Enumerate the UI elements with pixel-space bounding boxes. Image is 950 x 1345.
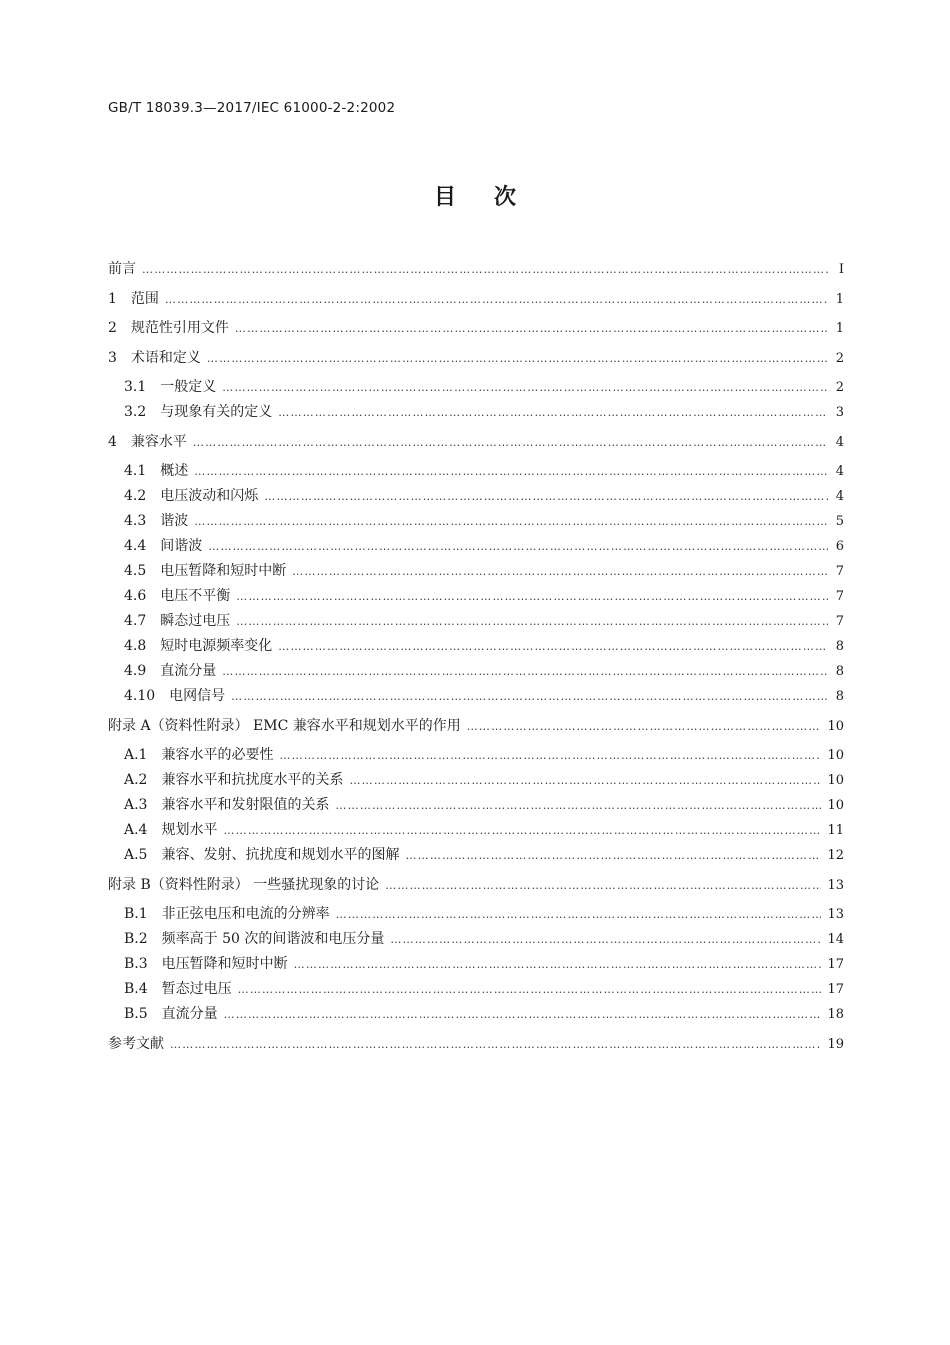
toc-entry[interactable]	[108, 431, 844, 453]
toc-leader-dots	[292, 565, 828, 578]
toc-leader-dots	[236, 590, 828, 603]
toc-entry-page: 1	[835, 292, 844, 307]
toc-entry-label	[108, 685, 225, 705]
toc-entry-page: 12	[827, 848, 844, 863]
toc-entry-label	[108, 560, 286, 580]
toc-entry-page: 10	[827, 773, 844, 788]
toc-leader-dots	[405, 849, 821, 862]
toc-entry-number: 4	[108, 434, 117, 450]
toc-entry-title: 附录 B（资料性附录） 一些骚扰现象的讨论	[108, 877, 380, 893]
toc-entry-label	[108, 258, 136, 278]
toc-entry-number: B.3	[124, 956, 148, 972]
toc-entry-number: 4.1	[124, 463, 147, 479]
toc-leader-dots	[193, 436, 828, 449]
toc-entry-page: 13	[827, 878, 844, 893]
toc-leader-dots	[142, 263, 828, 276]
toc-entry[interactable]	[108, 376, 844, 398]
toc-entry[interactable]	[108, 794, 844, 816]
toc-entry-label	[108, 978, 232, 998]
toc-entry[interactable]	[108, 635, 844, 657]
toc-entry-label	[108, 347, 201, 367]
toc-entry-label	[108, 610, 230, 630]
toc-entry-title: 电压波动和闪烁	[160, 488, 259, 504]
toc-entry[interactable]	[108, 903, 844, 925]
toc-leader-dots	[390, 933, 821, 946]
toc-entry-page: 4	[835, 464, 844, 479]
toc-entry-number: 4.10	[124, 688, 156, 704]
toc-entry[interactable]	[108, 953, 844, 975]
toc-entry-page: 6	[835, 539, 844, 554]
toc-entry[interactable]	[108, 585, 844, 607]
toc-entry[interactable]	[108, 485, 844, 507]
toc-entry-label	[108, 635, 272, 655]
toc-entry-page: 10	[827, 719, 844, 734]
toc-entry[interactable]	[108, 660, 844, 682]
toc-entry-label	[108, 485, 258, 505]
toc-entry-title: 谐波	[160, 513, 189, 529]
toc-entry-number: B.4	[124, 981, 148, 997]
toc-entry-number: 1	[108, 291, 117, 307]
toc-leader-dots	[208, 540, 828, 553]
toc-entry[interactable]	[108, 317, 844, 339]
toc-entry-title: 附录 A（资料性附录） EMC 兼容水平和规划水平的作用	[108, 718, 461, 734]
toc-entry-label	[108, 535, 202, 555]
toc-entry[interactable]	[108, 258, 844, 280]
toc-entry[interactable]	[108, 610, 844, 632]
toc-entry-title: 兼容水平和发射限值的关系	[161, 797, 330, 813]
toc-entry-number: 4.4	[124, 538, 147, 554]
toc-leader-dots	[236, 615, 828, 628]
toc-leader-dots	[231, 690, 828, 703]
toc-leader-dots	[238, 983, 822, 996]
toc-entry-page: 14	[827, 932, 844, 947]
toc-leader-dots	[467, 720, 822, 733]
toc-entry-number: 4.5	[124, 563, 147, 579]
toc-leader-dots	[194, 465, 828, 478]
toc-entry-number: A.1	[124, 747, 148, 763]
toc-entry-page: 1	[835, 321, 844, 336]
toc-entry-title: 非正弦电压和电流的分辨率	[161, 906, 330, 922]
toc-entry-number: A.4	[124, 822, 148, 838]
toc-entry[interactable]	[108, 819, 844, 841]
toc-entry-title: 参考文献	[108, 1036, 164, 1052]
toc-entry-number: B.2	[124, 931, 148, 947]
toc-leader-dots	[222, 665, 828, 678]
toc-entry-page: 8	[835, 639, 844, 654]
toc-entry-title: 直流分量	[160, 663, 217, 679]
toc-entry-number: 3.2	[124, 404, 147, 420]
toc-entry-label	[108, 844, 399, 864]
toc-entry-label	[108, 874, 379, 894]
toc-leader-dots	[264, 490, 828, 503]
toc-leader-dots	[224, 1008, 822, 1021]
toc-entry-title: 兼容水平	[130, 434, 187, 450]
toc-entry-label	[108, 928, 384, 948]
toc-leader-dots	[223, 824, 821, 837]
toc-entry[interactable]	[108, 288, 844, 310]
toc-entry-number: 4.8	[124, 638, 147, 654]
toc-entry-label	[108, 819, 217, 839]
toc-entry[interactable]	[108, 978, 844, 1000]
toc-entry-title: 直流分量	[161, 1006, 218, 1022]
toc-entry[interactable]	[108, 535, 844, 557]
toc-entry-page: 11	[827, 823, 844, 838]
toc-leader-dots	[170, 1038, 821, 1051]
toc-entry[interactable]	[108, 744, 844, 766]
toc-entry-label	[108, 1033, 164, 1053]
toc-entry-label	[108, 769, 343, 789]
toc-entry-page: 8	[835, 664, 844, 679]
toc-entry[interactable]	[108, 769, 844, 791]
toc-entry[interactable]	[108, 874, 844, 896]
toc-entry-page: 4	[835, 435, 844, 450]
toc-entry-label	[108, 1003, 218, 1023]
toc-entry-title: 规划水平	[161, 822, 218, 838]
toc-entry-page: 2	[835, 351, 844, 366]
toc-entry-number: A.3	[124, 797, 148, 813]
toc-entry[interactable]	[108, 715, 844, 737]
toc-entry-title: 范围	[130, 291, 159, 307]
toc-entry-title: 电压暂降和短时中断	[160, 563, 287, 579]
toc-entry-label	[108, 794, 329, 814]
toc-entry-number: 4.7	[124, 613, 147, 629]
toc-entry-title: 短时电源频率变化	[160, 638, 273, 654]
toc-leader-dots	[385, 879, 821, 892]
toc-entry-title: 电压不平衡	[160, 588, 231, 604]
toc-entry[interactable]	[108, 510, 844, 532]
toc-leader-dots	[349, 774, 821, 787]
toc-entry-page: 4	[835, 489, 844, 504]
toc-entry-page: 17	[827, 957, 844, 972]
toc-entry-number: A.2	[124, 772, 148, 788]
toc-leader-dots	[279, 749, 821, 762]
toc-entry-title: 兼容水平的必要性	[161, 747, 274, 763]
toc-entry-page: Ⅰ	[838, 262, 844, 277]
toc-entry-number: 3	[108, 350, 117, 366]
toc-leader-dots	[278, 640, 828, 653]
toc-entry[interactable]	[108, 1003, 844, 1025]
toc-entry-label	[108, 376, 216, 396]
toc-entry-number: B.1	[124, 906, 148, 922]
toc-entry-label	[108, 460, 188, 480]
toc-entry-page: 10	[827, 798, 844, 813]
toc-entry-page: 10	[827, 748, 844, 763]
toc-entry-page: 19	[827, 1037, 844, 1052]
toc-leader-dots	[207, 352, 828, 365]
toc-entry-label	[108, 317, 229, 337]
document-code-header: GB/T 18039.3—2017/IEC 61000-2-2:2002	[108, 100, 396, 116]
toc-entry[interactable]	[108, 560, 844, 582]
toc-leader-dots	[235, 322, 828, 335]
toc-entry-title: 间谐波	[160, 538, 203, 554]
toc-entry-title: 概述	[160, 463, 189, 479]
toc-entry-number: A.5	[124, 847, 148, 863]
toc-entry-page: 7	[835, 614, 844, 629]
toc-entry-number: 2	[108, 320, 117, 336]
toc-leader-dots	[165, 293, 828, 306]
toc-entry-title: 兼容水平和抗扰度水平的关系	[161, 772, 344, 788]
toc-entry-label	[108, 903, 330, 923]
toc-entry-number: 4.3	[124, 513, 147, 529]
toc-entry-label	[108, 401, 272, 421]
toc-leader-dots	[278, 406, 828, 419]
toc-entry[interactable]	[108, 1033, 844, 1055]
toc-entry-page: 8	[835, 689, 844, 704]
toc-leader-dots	[222, 381, 828, 394]
toc-entry-label	[108, 715, 461, 735]
toc-entry[interactable]	[108, 460, 844, 482]
toc-entry-title: 电网信号	[169, 688, 226, 704]
toc-entry-page: 13	[827, 907, 844, 922]
toc-entry-page: 7	[835, 589, 844, 604]
toc-entry-page: 17	[827, 982, 844, 997]
toc-entry-number: 4.2	[124, 488, 147, 504]
toc-entry[interactable]	[108, 928, 844, 950]
toc-entry-number: 3.1	[124, 379, 147, 395]
toc-leader-dots	[194, 515, 828, 528]
toc-entry-title: 一般定义	[160, 379, 217, 395]
toc-leader-dots	[336, 908, 822, 921]
toc-entry-label	[108, 510, 188, 530]
toc-entry[interactable]	[108, 347, 844, 369]
toc-entry-title: 兼容、发射、抗扰度和规划水平的图解	[161, 847, 400, 863]
toc-leader-dots	[335, 799, 821, 812]
toc-entry-title: 频率高于 50 次的间谐波和电压分量	[161, 931, 385, 947]
toc-entry-label	[108, 288, 159, 308]
toc-entry-title: 电压暂降和短时中断	[161, 956, 288, 972]
toc-entry-title: 瞬态过电压	[160, 613, 231, 629]
toc-entry-number: 4.9	[124, 663, 147, 679]
toc-entry[interactable]	[108, 401, 844, 423]
toc-entry-label	[108, 953, 288, 973]
toc-entry-label	[108, 431, 187, 451]
toc-entry-title: 暂态过电压	[161, 981, 232, 997]
toc-entry[interactable]	[108, 685, 844, 707]
toc-entry-title: 前言	[108, 261, 136, 277]
toc-entry-label	[108, 660, 216, 680]
page-title: 目次	[433, 185, 554, 210]
toc-entry-number: B.5	[124, 1006, 148, 1022]
toc-entry-page: 3	[835, 405, 844, 420]
toc-entry[interactable]	[108, 844, 844, 866]
toc-entry-page: 5	[835, 514, 844, 529]
toc-entry-page: 7	[835, 564, 844, 579]
toc-entry-title: 规范性引用文件	[130, 320, 229, 336]
toc-entry-number: 4.6	[124, 588, 147, 604]
toc-entry-title: 术语和定义	[130, 350, 201, 366]
toc-entry-label	[108, 585, 230, 605]
toc-entry-page: 18	[827, 1007, 844, 1022]
toc-entry-label	[108, 744, 273, 764]
toc-leader-dots	[294, 958, 822, 971]
toc-entry-page: 2	[835, 380, 844, 395]
toc-entry-title: 与现象有关的定义	[160, 404, 273, 420]
